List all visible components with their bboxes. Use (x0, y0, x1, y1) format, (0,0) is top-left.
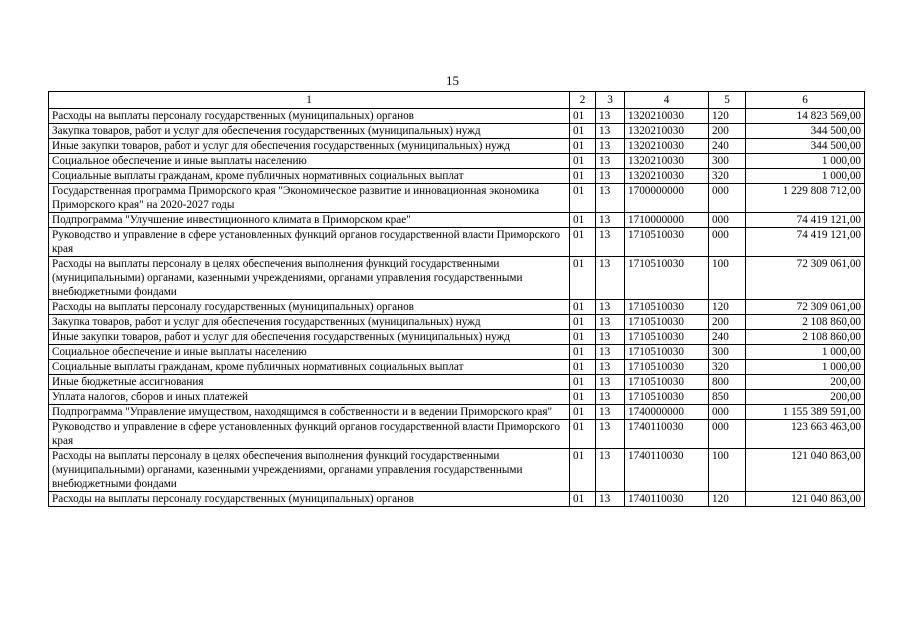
table-row (49, 492, 865, 507)
row-target-cell: 1740110030 (625, 420, 709, 449)
table-row (49, 449, 865, 492)
row-target-cell: 1710510030 (625, 300, 709, 315)
row-target-cell: 1740000000 (625, 405, 709, 420)
row-expense-type-cell: 850 (709, 390, 746, 405)
row-amount-cell: 1 229 808 712,00 (746, 184, 865, 213)
row-amount-cell: 72 309 061,00 (746, 257, 865, 300)
table-row (49, 213, 865, 228)
row-expense-type-cell: 100 (709, 257, 746, 300)
row-amount-cell: 121 040 863,00 (746, 449, 865, 492)
row-amount-cell: 2 108 860,00 (746, 330, 865, 345)
row-subsection-cell: 13 (596, 375, 625, 390)
row-subsection-cell: 13 (596, 213, 625, 228)
row-target-cell: 1740110030 (625, 449, 709, 492)
row-name-cell: Расходы на выплаты персоналу государственных (муниципальных) органов (49, 300, 570, 315)
row-target-cell: 1320210030 (625, 139, 709, 154)
row-expense-type-cell: 120 (709, 300, 746, 315)
row-section-cell: 01 (570, 184, 596, 213)
row-expense-type-cell: 800 (709, 375, 746, 390)
table-body (49, 109, 865, 507)
table-row (49, 257, 865, 300)
row-section-cell: 01 (570, 449, 596, 492)
row-subsection-cell: 13 (596, 184, 625, 213)
row-subsection-cell: 13 (596, 228, 625, 257)
row-target-cell: 1710510030 (625, 228, 709, 257)
row-name-cell: Социальные выплаты гражданам, кроме публичных нормативных социальных выплат (49, 360, 570, 375)
row-expense-type-cell: 200 (709, 315, 746, 330)
row-target-cell: 1710510030 (625, 390, 709, 405)
row-name-cell: Расходы на выплаты персоналу государственных (муниципальных) органов (49, 492, 570, 507)
row-subsection-cell: 13 (596, 124, 625, 139)
row-subsection-cell: 13 (596, 139, 625, 154)
header-col-6: 6 (746, 92, 865, 109)
row-expense-type-cell: 100 (709, 449, 746, 492)
row-section-cell: 01 (570, 154, 596, 169)
row-expense-type-cell: 300 (709, 154, 746, 169)
row-expense-type-cell: 240 (709, 330, 746, 345)
row-target-cell: 1710510030 (625, 315, 709, 330)
table-row (49, 169, 865, 184)
row-amount-cell: 344 500,00 (746, 124, 865, 139)
table-row (49, 360, 865, 375)
table-header-row (49, 92, 865, 109)
row-expense-type-cell: 240 (709, 139, 746, 154)
row-expense-type-cell: 000 (709, 213, 746, 228)
header-col-5: 5 (709, 92, 746, 109)
row-amount-cell: 123 663 463,00 (746, 420, 865, 449)
header-col-3: 3 (596, 92, 625, 109)
row-amount-cell: 2 108 860,00 (746, 315, 865, 330)
row-name-cell: Руководство и управление в сфере установленных функций органов государственной власти Приморского края (49, 228, 570, 257)
row-subsection-cell: 13 (596, 420, 625, 449)
table-row (49, 124, 865, 139)
row-section-cell: 01 (570, 109, 596, 124)
row-section-cell: 01 (570, 492, 596, 507)
row-amount-cell: 200,00 (746, 390, 865, 405)
table-row (49, 390, 865, 405)
row-name-cell: Социальные выплаты гражданам, кроме публичных нормативных социальных выплат (49, 169, 570, 184)
row-name-cell: Государственная программа Приморского края "Экономическое развитие и инновационная экономика Приморского края" на 2020-2027 годы (49, 184, 570, 213)
row-section-cell: 01 (570, 405, 596, 420)
row-amount-cell: 74 419 121,00 (746, 228, 865, 257)
row-section-cell: 01 (570, 169, 596, 184)
table-row (49, 420, 865, 449)
table-row (49, 315, 865, 330)
row-amount-cell: 1 000,00 (746, 169, 865, 184)
row-target-cell: 1320210030 (625, 169, 709, 184)
table-row (49, 184, 865, 213)
row-subsection-cell: 13 (596, 360, 625, 375)
row-target-cell: 1320210030 (625, 154, 709, 169)
row-subsection-cell: 13 (596, 169, 625, 184)
table-row (49, 139, 865, 154)
row-amount-cell: 1 000,00 (746, 154, 865, 169)
row-expense-type-cell: 300 (709, 345, 746, 360)
row-section-cell: 01 (570, 213, 596, 228)
row-name-cell: Подпрограмма "Улучшение инвестиционного климата в Приморском крае" (49, 213, 570, 228)
table-row (49, 375, 865, 390)
row-amount-cell: 74 419 121,00 (746, 213, 865, 228)
row-subsection-cell: 13 (596, 109, 625, 124)
row-section-cell: 01 (570, 390, 596, 405)
row-expense-type-cell: 120 (709, 492, 746, 507)
row-expense-type-cell: 320 (709, 169, 746, 184)
row-target-cell: 1710510030 (625, 257, 709, 300)
row-expense-type-cell: 000 (709, 405, 746, 420)
row-subsection-cell: 13 (596, 330, 625, 345)
table-row (49, 109, 865, 124)
row-section-cell: 01 (570, 345, 596, 360)
row-name-cell: Иные бюджетные ассигнования (49, 375, 570, 390)
row-expense-type-cell: 000 (709, 184, 746, 213)
table-row (49, 228, 865, 257)
row-subsection-cell: 13 (596, 405, 625, 420)
row-section-cell: 01 (570, 330, 596, 345)
row-expense-type-cell: 000 (709, 420, 746, 449)
row-name-cell: Уплата налогов, сборов и иных платежей (49, 390, 570, 405)
row-target-cell: 1710000000 (625, 213, 709, 228)
row-name-cell: Социальное обеспечение и иные выплаты населению (49, 154, 570, 169)
row-target-cell: 1710510030 (625, 330, 709, 345)
row-expense-type-cell: 200 (709, 124, 746, 139)
row-section-cell: 01 (570, 300, 596, 315)
table-row (49, 154, 865, 169)
row-target-cell: 1700000000 (625, 184, 709, 213)
row-section-cell: 01 (570, 375, 596, 390)
row-name-cell: Руководство и управление в сфере установленных функций органов государственной власти Приморского края (49, 420, 570, 449)
row-name-cell: Расходы на выплаты персоналу в целях обеспечения выполнения функций государственными (муниципальными) органами, казенными учреждениями, органами управления государственными внебюджетными фондами (49, 257, 570, 300)
row-amount-cell: 1 000,00 (746, 360, 865, 375)
page-number: 15 (446, 73, 459, 88)
row-name-cell: Социальное обеспечение и иные выплаты населению (49, 345, 570, 360)
row-expense-type-cell: 000 (709, 228, 746, 257)
row-amount-cell: 72 309 061,00 (746, 300, 865, 315)
header-col-1: 1 (49, 92, 570, 109)
row-target-cell: 1320210030 (625, 109, 709, 124)
row-subsection-cell: 13 (596, 315, 625, 330)
row-subsection-cell: 13 (596, 154, 625, 169)
row-name-cell: Подпрограмма "Управление имуществом, находящимся в собственности и в ведении Приморского края" (49, 405, 570, 420)
row-name-cell: Иные закупки товаров, работ и услуг для обеспечения государственных (муниципальных) нужд (49, 139, 570, 154)
row-target-cell: 1710510030 (625, 345, 709, 360)
row-section-cell: 01 (570, 420, 596, 449)
row-subsection-cell: 13 (596, 449, 625, 492)
row-subsection-cell: 13 (596, 345, 625, 360)
row-section-cell: 01 (570, 360, 596, 375)
row-amount-cell: 1 155 389 591,00 (746, 405, 865, 420)
row-section-cell: 01 (570, 228, 596, 257)
row-target-cell: 1740110030 (625, 492, 709, 507)
row-target-cell: 1320210030 (625, 124, 709, 139)
row-amount-cell: 344 500,00 (746, 139, 865, 154)
row-subsection-cell: 13 (596, 390, 625, 405)
row-amount-cell: 1 000,00 (746, 345, 865, 360)
table-row (49, 345, 865, 360)
table-row (49, 300, 865, 315)
budget-table (48, 91, 865, 507)
row-expense-type-cell: 120 (709, 109, 746, 124)
row-subsection-cell: 13 (596, 492, 625, 507)
row-target-cell: 1710510030 (625, 360, 709, 375)
header-col-4: 4 (625, 92, 709, 109)
table-row (49, 405, 865, 420)
row-subsection-cell: 13 (596, 300, 625, 315)
row-section-cell: 01 (570, 139, 596, 154)
row-name-cell: Расходы на выплаты персоналу в целях обеспечения выполнения функций государственными (муниципальными) органами, казенными учреждениями, органами управления государственными внебюджетными фондами (49, 449, 570, 492)
row-subsection-cell: 13 (596, 257, 625, 300)
row-section-cell: 01 (570, 124, 596, 139)
row-amount-cell: 14 823 569,00 (746, 109, 865, 124)
row-expense-type-cell: 320 (709, 360, 746, 375)
row-name-cell: Иные закупки товаров, работ и услуг для обеспечения государственных (муниципальных) нужд (49, 330, 570, 345)
row-name-cell: Закупка товаров, работ и услуг для обеспечения государственных (муниципальных) нужд (49, 124, 570, 139)
row-section-cell: 01 (570, 257, 596, 300)
row-section-cell: 01 (570, 315, 596, 330)
table-row (49, 330, 865, 345)
row-amount-cell: 200,00 (746, 375, 865, 390)
row-amount-cell: 121 040 863,00 (746, 492, 865, 507)
header-col-2: 2 (570, 92, 596, 109)
row-target-cell: 1710510030 (625, 375, 709, 390)
row-name-cell: Расходы на выплаты персоналу государственных (муниципальных) органов (49, 109, 570, 124)
row-name-cell: Закупка товаров, работ и услуг для обеспечения государственных (муниципальных) нужд (49, 315, 570, 330)
